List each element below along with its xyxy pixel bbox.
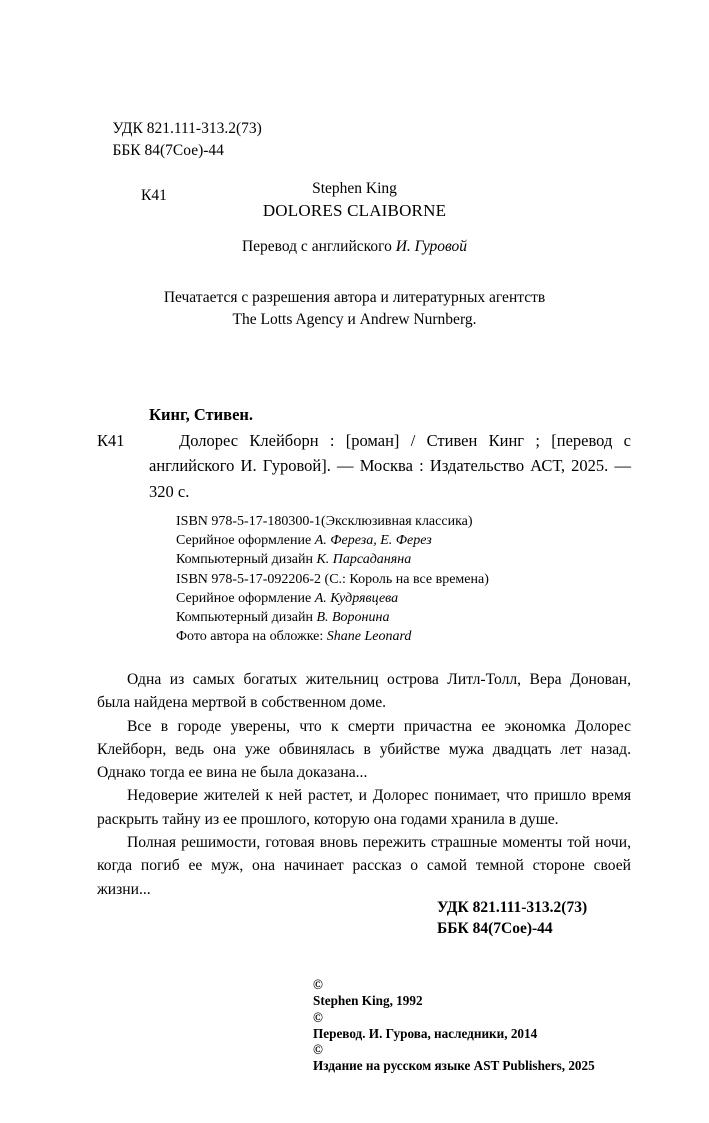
- isbn-row-5-text: Серийное оформление: [176, 590, 315, 606]
- cip-author-heading: Кинг, Стивен.: [149, 405, 254, 424]
- shelf-mark-top: К41: [141, 187, 167, 204]
- copyright-block: [313, 977, 595, 1075]
- cip-record: [97, 402, 631, 504]
- isbn-row-7-text: Фото автора на обложке:: [176, 629, 327, 645]
- classification-codes-top: [97, 95, 262, 253]
- copyright-line-1-text: Stephen King, 1992: [313, 993, 423, 1009]
- copyright-line-3-text: Издание на русском языке AST Publishers, 2025: [313, 1058, 595, 1074]
- annotation-paragraph: Полная решимости, готовая вновь пережить страшные моменты той ночи, когда погиб ее муж, она начинает рассказ о самой темной стороне своей жизни...: [97, 834, 631, 898]
- isbn-row-1-text: ISBN 978-5-17-180300-1(Эксклюзивная классика): [176, 514, 473, 529]
- title-block: [0, 178, 709, 222]
- udk-code-bottom: УДК 821.111-313.2(73): [437, 899, 588, 916]
- translation-credit: [0, 238, 709, 256]
- copyright-symbol-icon: ©: [313, 977, 323, 992]
- permission-line-2: The Lotts Agency и Andrew Nurnberg.: [232, 311, 477, 328]
- cip-shelf-mark: К41: [97, 430, 125, 450]
- isbn-credits-block: [176, 512, 489, 646]
- copyright-symbol-icon: ©: [313, 1009, 323, 1025]
- bbk-code-bottom: ББК 84(7Сое)-44: [437, 920, 553, 937]
- bbk-code-top: ББК 84(7Сое)-44: [112, 142, 224, 159]
- copyright-symbol-icon: ©: [313, 1042, 323, 1058]
- udk-code-top: УДК 821.111-313.2(73): [112, 119, 262, 137]
- cip-description: Долорес Клейборн : [роман] / Стивен Кинг ; [перевод с английского И. Гуровой]. — Москва : Издательство АСТ, 2025. — 320 с.: [149, 430, 631, 501]
- isbn-row-2-italic: А. Фереза, Е. Ферез: [314, 533, 432, 549]
- copyright-line: [313, 1010, 595, 1043]
- isbn-row-6-italic: В. Воронина: [316, 610, 390, 626]
- isbn-row-1: [176, 512, 489, 531]
- cip-description-block: [97, 428, 631, 505]
- isbn-row-6-text: Компьютерный дизайн: [176, 610, 317, 626]
- isbn-row-2-text: Серийное оформление: [176, 533, 315, 549]
- isbn-row-3: [176, 550, 489, 569]
- copyright-line: [313, 1042, 595, 1075]
- book-title-latin: DOLORES CLAIBORNE: [262, 201, 447, 220]
- translator-name: И. Гуровой: [395, 238, 468, 255]
- annotation-paragraph: Недоверие жителей к ней растет, и Долорес понимает, что пришло время раскрыть тайну из ее прошлого, которую она годами хранила в душе.: [97, 787, 631, 828]
- permission-notice: [0, 287, 709, 331]
- isbn-row-4: [176, 570, 489, 589]
- isbn-row-2: [176, 531, 489, 550]
- classification-codes-bottom: [437, 897, 587, 939]
- isbn-row-5: [176, 589, 489, 608]
- copyright-line-2-text: Перевод. И. Гурова, наследники, 2014: [313, 1025, 538, 1041]
- isbn-row-7: [176, 627, 489, 646]
- author-name-latin: Stephen King: [312, 180, 397, 197]
- annotation-block: [97, 668, 631, 901]
- isbn-row-7-italic: Shane Leonard: [326, 629, 412, 645]
- isbn-row-6: [176, 608, 489, 627]
- isbn-row-4-text: ISBN 978-5-17-092206-2 (С.: Король на все времена): [176, 571, 489, 587]
- isbn-row-5-italic: А. Кудрявцева: [314, 590, 399, 606]
- annotation-paragraph: Все в городе уверены, что к смерти причастна ее экономка Долорес Клейборн, ведь она уже обвинялась в убийстве мужа двадцать лет назад. Однако тогда ее вина не была доказана...: [97, 717, 631, 782]
- copyright-line: [313, 977, 595, 1010]
- isbn-row-3-text: Компьютерный дизайн: [176, 552, 317, 568]
- annotation-paragraph: Одна из самых богатых жительниц острова Литл-Толл, Вера Донован, была найдена мертвой в собственном доме.: [97, 671, 631, 712]
- translation-prefix: Перевод с английского: [241, 238, 396, 255]
- isbn-row-3-italic: К. Парсаданяна: [316, 552, 412, 568]
- permission-line-1: Печатается с разрешения автора и литературных агентств: [163, 289, 546, 306]
